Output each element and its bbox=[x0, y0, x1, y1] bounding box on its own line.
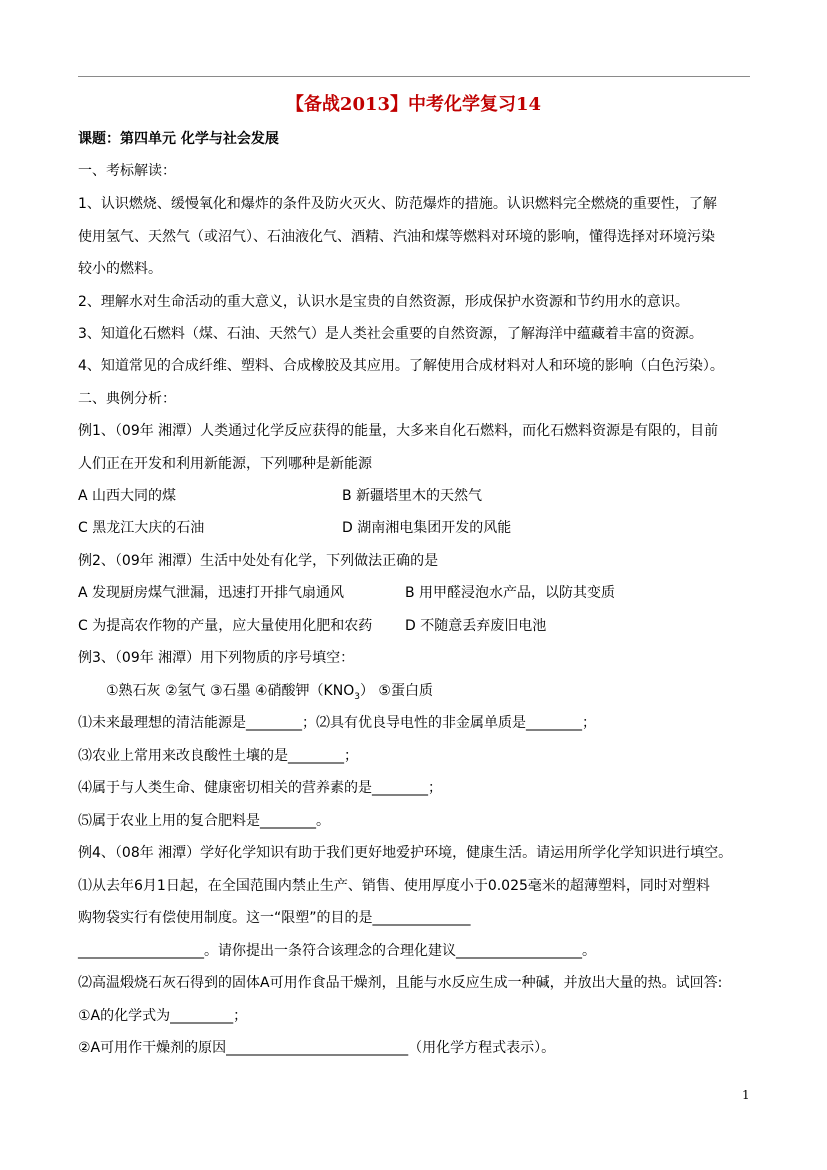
example-4-question-2-b: ②A可用作干燥剂的原因__________________________（用化学方程式表示）。 bbox=[78, 1040, 556, 1056]
example-3-substance-list bbox=[106, 681, 433, 707]
example-1-line-2: 人们正在开发和利用新能源，下列哪种是新能源 bbox=[78, 456, 372, 472]
paragraph-2: 2、理解水对生命活动的重大意义，认识水是宝贵的自然资源，形成保护水资源和节约用水的意识。 bbox=[78, 294, 689, 310]
example-4-question-1-line-3: __________________。请你提出一条符合该理念的合理化建议__________________。 bbox=[78, 943, 596, 959]
example-4-question-2-line-1: ⑵高温煅烧石灰石得到的固体A可用作食品干燥剂，且能与水反应生成一种碱，并放出大量的热。试回答: bbox=[78, 975, 723, 991]
example-3-question-1-2: ⑴未来最理想的清洁能源是________；⑵具有优良导电性的非金属单质是________； bbox=[78, 715, 596, 731]
example-1-option-b: B 新疆塔里木的天然气 bbox=[342, 488, 483, 504]
example-1-option-c: C 黑龙江大庆的石油 bbox=[78, 520, 205, 536]
example-2-line-1: 例2、（09年 湘潭）生活中处处有化学，下列做法正确的是 bbox=[78, 553, 439, 569]
paragraph-1-line-3: 较小的燃料。 bbox=[78, 261, 162, 277]
paragraph-1-line-1: 1、认识燃烧、缓慢氧化和爆炸的条件及防火灭火、防范爆炸的措施。认识燃料完全燃烧的重要性，了解 bbox=[78, 196, 717, 212]
example-2-option-a: A 发现厨房煤气泄漏，迅速打开排气扇通风 bbox=[78, 585, 345, 601]
example-4-question-2-a: ①A的化学式为_________； bbox=[78, 1008, 248, 1024]
example-2-option-b: B 用甲醛浸泡水产品，以防其变质 bbox=[405, 585, 616, 601]
paragraph-3: 3、知道化石燃料（煤、石油、天然气）是人类社会重要的自然资源，了解海洋中蕴藏着丰富的资源。 bbox=[78, 326, 703, 342]
example-4-question-1-line-1: ⑴从去年6月1日起，在全国范围内禁止生产、销售、使用厚度小于0.025毫米的超薄塑料，同时对塑料 bbox=[78, 878, 710, 894]
example-2-option-c: C 为提高农作物的产量，应大量使用化肥和农药 bbox=[78, 618, 373, 634]
page-title: 【备战2013】中考化学复习14 bbox=[285, 94, 542, 115]
example-3-question-4: ⑷属于与人类生命、健康密切相关的营养素的是________； bbox=[78, 780, 442, 796]
example-4-question-1-line-2: 购物袋实行有偿使用制度。这一“限塑”的目的是______________ bbox=[78, 910, 471, 926]
substance-list-tail: ） ⑤蛋白质 bbox=[359, 683, 433, 699]
example-4-line-1: 例4、（08年 湘潭）学好化学知识有助于我们更好地爱护环境，健康生活。请运用所学化学知识进行填空。 bbox=[78, 845, 733, 861]
example-2-option-d: D 不随意丢弃废旧电池 bbox=[405, 618, 547, 634]
section-heading-2: 二、典例分析： bbox=[78, 391, 176, 407]
example-1-line-1: 例1、（09年 湘潭）人类通过化学反应获得的能量，大多来自化石燃料，而化石燃料资源是有限的，目前 bbox=[78, 423, 719, 439]
example-3-question-5: ⑸属于农业上用的复合肥料是________。 bbox=[78, 813, 330, 829]
example-3-question-3: ⑶农业上常用来改良酸性土壤的是________； bbox=[78, 748, 358, 764]
page-number: 1 bbox=[742, 1088, 750, 1102]
example-3-line-1: 例3、（09年 湘潭）用下列物质的序号填空： bbox=[78, 650, 355, 666]
paragraph-4: 4、知道常见的合成纤维、塑料、合成橡胶及其应用。了解使用合成材料对人和环境的影响（白色污染）。 bbox=[78, 358, 724, 374]
subscript-3: 3 bbox=[354, 691, 360, 702]
header-rule bbox=[78, 76, 750, 77]
example-1-option-d: D 湖南湘电集团开发的风能 bbox=[342, 520, 512, 536]
section-heading-1: 一、考标解读： bbox=[78, 163, 176, 179]
topic-line: 课题：第四单元 化学与社会发展 bbox=[78, 131, 279, 147]
paragraph-1-line-2: 使用氢气、天然气（或沼气）、石油液化气、酒精、汽油和煤等燃料对环境的影响，懂得选择对环境污染 bbox=[78, 229, 715, 245]
substance-list-main: ①熟石灰 ②氢气 ③石墨 ④硝酸钾（KNO bbox=[106, 683, 355, 699]
example-1-option-a: A 山西大同的煤 bbox=[78, 488, 177, 504]
